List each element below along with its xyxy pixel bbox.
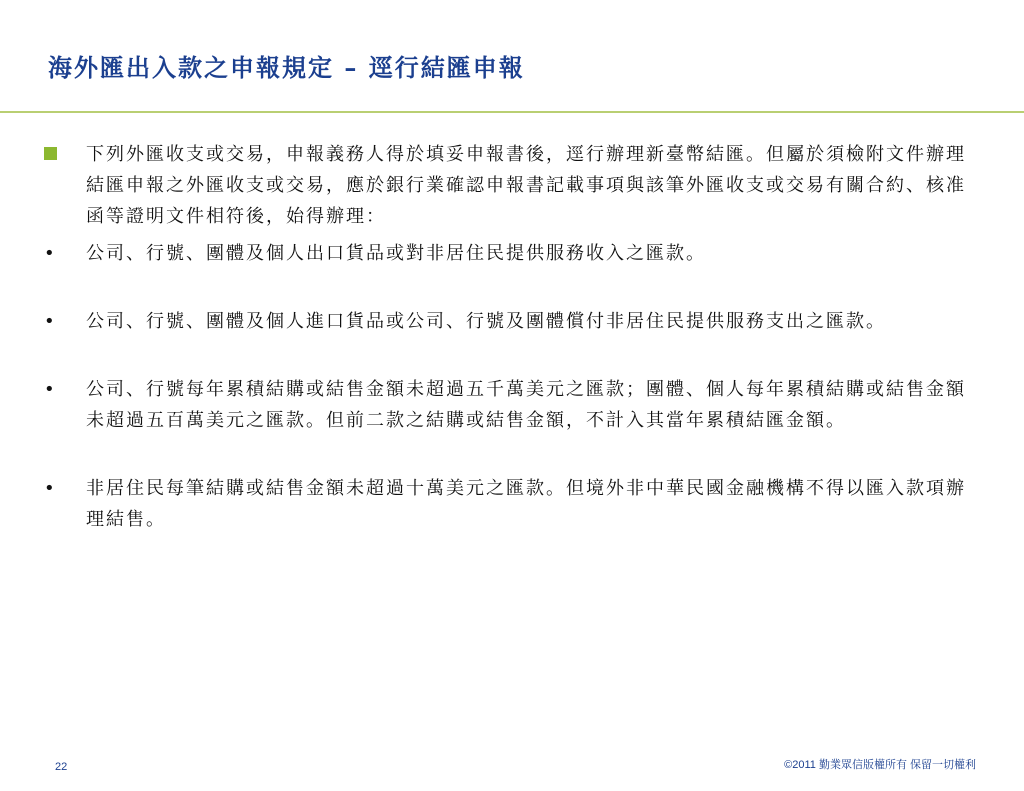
copyright-notice: ©2011 勤業眾信版權所有 保留一切權利 [784,759,976,771]
content-body [44,139,974,535]
bullet-dot-icon: • [44,478,57,499]
slide-title: 海外匯出入款之申報規定 – 逕行結匯申報 [48,53,525,82]
intro-text: 下列外匯收支或交易，申報義務人得於填妥申報書後，逕行辦理新臺幣結匯。但屬於須檢附文件辦理結匯申報之外匯收支或交易，應於銀行業確認申報書記載事項與該筆外匯收支或交易有關合約、核准函等證明文件相符後，始得辦理： [86,144,966,227]
list-item-text: 公司、行號每年累積結購或結售金額未超過五千萬美元之匯款；團體、個人每年累積結購或結售金額未超過五百萬美元之匯款。但前二款之結購或結售金額，不計入其當年累積結匯金額。 [86,379,966,431]
intro-item [44,139,974,232]
list-item-text: 非居住民每筆結購或結售金額未超過十萬美元之匯款。但境外非中華民國金融機構不得以匯入款項辦理結售。 [86,478,966,530]
list-item [44,473,974,535]
bullet-dot-icon: • [44,243,57,264]
bullet-dot-icon: • [44,311,57,332]
list-item [44,238,974,269]
list-item [44,374,974,436]
bullet-dot-icon: • [44,379,57,400]
page-number: 22 [55,761,68,773]
list-item-text: 公司、行號、團體及個人出口貨品或對非居住民提供服務收入之匯款。 [86,243,706,264]
list-item-text: 公司、行號、團體及個人進口貨品或公司、行號及團體償付非居住民提供服務支出之匯款。 [86,311,886,332]
title-divider [0,111,1024,113]
square-bullet-icon [44,147,57,160]
list-item [44,306,974,337]
